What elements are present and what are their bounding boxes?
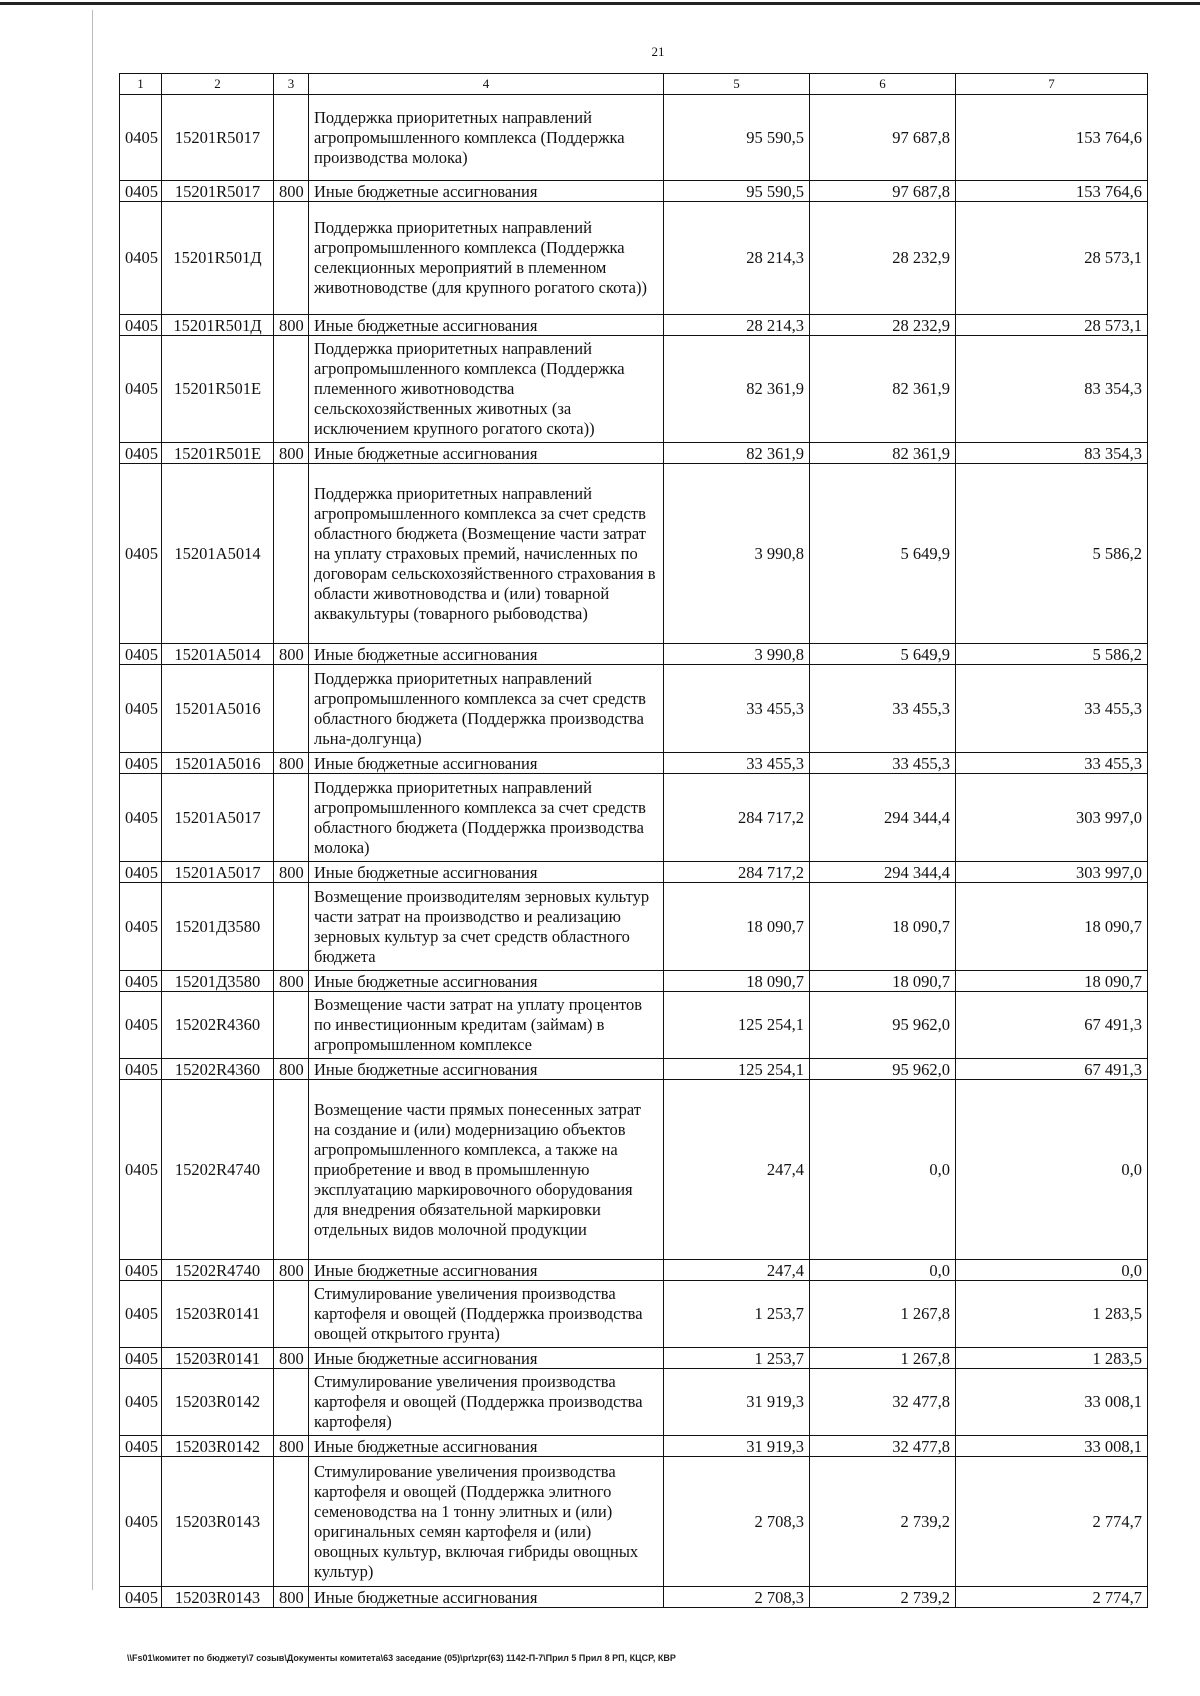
cell-expense-type [274, 95, 309, 181]
table-row-item [120, 1080, 1148, 1260]
cell-name: Иные бюджетные ассигнования [309, 181, 664, 202]
table-row-item [120, 464, 1148, 644]
cell-amount-3: 153 764,6 [956, 95, 1148, 181]
cell-target-code: 15201R501Е [162, 336, 274, 443]
cell-amount-2: 97 687,8 [810, 95, 956, 181]
cell-target-code: 15201A5016 [162, 665, 274, 753]
cell-expense-type [274, 883, 309, 971]
cell-name: Поддержка приоритетных направлений агропромышленного комплекса за счет средств областного бюджета (Возмещение части затрат на уплату страховых премий, начисленных по договорам сельскохозяйственного страхования в области животноводства и (или) товарной аквакультуры (товарного рыбоводства) [309, 464, 664, 644]
cell-name: Иные бюджетные ассигнования [309, 315, 664, 336]
cell-name: Иные бюджетные ассигнования [309, 644, 664, 665]
cell-amount-3: 1 283,5 [956, 1281, 1148, 1348]
cell-section: 0405 [120, 1436, 162, 1457]
cell-amount-1: 247,4 [664, 1080, 810, 1260]
table-row-allocation [120, 753, 1148, 774]
cell-amount-3: 303 997,0 [956, 862, 1148, 883]
cell-target-code: 15201A5017 [162, 774, 274, 862]
cell-amount-1: 247,4 [664, 1260, 810, 1281]
cell-section: 0405 [120, 644, 162, 665]
cell-target-code: 15201Д3580 [162, 971, 274, 992]
cell-target-code: 15202R4740 [162, 1260, 274, 1281]
cell-amount-1: 82 361,9 [664, 336, 810, 443]
cell-expense-type [274, 336, 309, 443]
cell-amount-1: 3 990,8 [664, 464, 810, 644]
table-body [120, 95, 1148, 1608]
header-col-3: 3 [274, 74, 309, 95]
cell-amount-3: 33 008,1 [956, 1436, 1148, 1457]
table-row-allocation [120, 181, 1148, 202]
cell-amount-1: 31 919,3 [664, 1436, 810, 1457]
cell-amount-3: 18 090,7 [956, 883, 1148, 971]
cell-amount-1: 28 214,3 [664, 202, 810, 315]
table-row-item [120, 1457, 1148, 1587]
cell-target-code: 15201R5017 [162, 95, 274, 181]
cell-section: 0405 [120, 181, 162, 202]
cell-amount-3: 5 586,2 [956, 464, 1148, 644]
cell-name: Иные бюджетные ассигнования [309, 443, 664, 464]
cell-section: 0405 [120, 1059, 162, 1080]
cell-amount-3: 1 283,5 [956, 1348, 1148, 1369]
cell-expense-type: 800 [274, 1260, 309, 1281]
cell-target-code: 15202R4360 [162, 992, 274, 1059]
cell-amount-1: 95 590,5 [664, 181, 810, 202]
cell-amount-2: 33 455,3 [810, 665, 956, 753]
left-margin-line [92, 10, 93, 1590]
cell-amount-3: 67 491,3 [956, 1059, 1148, 1080]
table-row-item [120, 336, 1148, 443]
cell-name: Иные бюджетные ассигнования [309, 1260, 664, 1281]
cell-expense-type: 800 [274, 753, 309, 774]
cell-expense-type: 800 [274, 644, 309, 665]
cell-expense-type: 800 [274, 1587, 309, 1608]
cell-section: 0405 [120, 971, 162, 992]
cell-expense-type [274, 665, 309, 753]
cell-section: 0405 [120, 1260, 162, 1281]
cell-amount-2: 2 739,2 [810, 1587, 956, 1608]
cell-expense-type: 800 [274, 1348, 309, 1369]
cell-amount-2: 28 232,9 [810, 202, 956, 315]
cell-target-code: 15202R4360 [162, 1059, 274, 1080]
cell-amount-2: 32 477,8 [810, 1436, 956, 1457]
cell-amount-1: 18 090,7 [664, 883, 810, 971]
cell-amount-2: 82 361,9 [810, 443, 956, 464]
cell-name: Поддержка приоритетных направлений агропромышленного комплекса (Поддержка производства молока) [309, 95, 664, 181]
table-header-row [120, 74, 1148, 95]
cell-name: Возмещение части затрат на уплату процентов по инвестиционным кредитам (займам) в агропромышленном комплексе [309, 992, 664, 1059]
cell-amount-3: 5 586,2 [956, 644, 1148, 665]
cell-name: Иные бюджетные ассигнования [309, 862, 664, 883]
cell-amount-2: 18 090,7 [810, 971, 956, 992]
cell-amount-1: 3 990,8 [664, 644, 810, 665]
cell-expense-type: 800 [274, 1059, 309, 1080]
table-row-item [120, 665, 1148, 753]
header-col-7: 7 [956, 74, 1148, 95]
cell-section: 0405 [120, 95, 162, 181]
cell-expense-type: 800 [274, 443, 309, 464]
cell-name: Стимулирование увеличения производства картофеля и овощей (Поддержка элитного семеноводства на 1 тонну элитных и (или) оригинальных семян картофеля и (или) овощных культур, включая гибриды овощных культур) [309, 1457, 664, 1587]
cell-amount-3: 0,0 [956, 1260, 1148, 1281]
cell-name: Иные бюджетные ассигнования [309, 1436, 664, 1457]
cell-expense-type: 800 [274, 315, 309, 336]
cell-amount-1: 31 919,3 [664, 1369, 810, 1436]
cell-name: Поддержка приоритетных направлений агропромышленного комплекса (Поддержка племенного животноводства сельскохозяйственных животных (за исключением крупного рогатого скота)) [309, 336, 664, 443]
cell-amount-3: 153 764,6 [956, 181, 1148, 202]
cell-name: Стимулирование увеличения производства картофеля и овощей (Поддержка производства картофеля) [309, 1369, 664, 1436]
cell-name: Возмещение производителям зерновых культур части затрат на производство и реализацию зерновых культур за счет средств областного бюджета [309, 883, 664, 971]
table-row-item [120, 1369, 1148, 1436]
table-row-item [120, 1281, 1148, 1348]
cell-amount-2: 95 962,0 [810, 1059, 956, 1080]
cell-section: 0405 [120, 862, 162, 883]
cell-amount-2: 0,0 [810, 1260, 956, 1281]
cell-amount-2: 294 344,4 [810, 774, 956, 862]
cell-amount-2: 5 649,9 [810, 464, 956, 644]
cell-target-code: 15201R501Д [162, 202, 274, 315]
cell-amount-3: 83 354,3 [956, 336, 1148, 443]
cell-section: 0405 [120, 753, 162, 774]
header-col-6: 6 [810, 74, 956, 95]
cell-section: 0405 [120, 1348, 162, 1369]
cell-name: Поддержка приоритетных направлений агропромышленного комплекса (Поддержка селекционных мероприятий в племенном животноводстве (для крупного рогатого скота)) [309, 202, 664, 315]
cell-amount-2: 0,0 [810, 1080, 956, 1260]
cell-target-code: 15203R0142 [162, 1369, 274, 1436]
cell-amount-1: 1 253,7 [664, 1348, 810, 1369]
cell-amount-2: 33 455,3 [810, 753, 956, 774]
table-row-allocation [120, 443, 1148, 464]
cell-target-code: 15203R0142 [162, 1436, 274, 1457]
cell-amount-2: 294 344,4 [810, 862, 956, 883]
cell-amount-2: 95 962,0 [810, 992, 956, 1059]
cell-target-code: 15201A5014 [162, 644, 274, 665]
cell-section: 0405 [120, 315, 162, 336]
cell-name: Стимулирование увеличения производства картофеля и овощей (Поддержка производства овощей открытого грунта) [309, 1281, 664, 1348]
cell-target-code: 15202R4740 [162, 1080, 274, 1260]
table-row-allocation [120, 1587, 1148, 1608]
cell-amount-1: 28 214,3 [664, 315, 810, 336]
cell-amount-1: 284 717,2 [664, 862, 810, 883]
cell-amount-3: 33 455,3 [956, 665, 1148, 753]
table-row-item [120, 202, 1148, 315]
cell-section: 0405 [120, 1457, 162, 1587]
cell-section: 0405 [120, 665, 162, 753]
cell-target-code: 15201A5017 [162, 862, 274, 883]
cell-expense-type [274, 464, 309, 644]
cell-amount-3: 33 455,3 [956, 753, 1148, 774]
cell-name: Поддержка приоритетных направлений агропромышленного комплекса за счет средств областного бюджета (Поддержка производства молока) [309, 774, 664, 862]
cell-name: Иные бюджетные ассигнования [309, 1587, 664, 1608]
table-row-item [120, 992, 1148, 1059]
cell-amount-2: 32 477,8 [810, 1369, 956, 1436]
cell-name: Иные бюджетные ассигнования [309, 753, 664, 774]
cell-amount-2: 5 649,9 [810, 644, 956, 665]
cell-amount-1: 82 361,9 [664, 443, 810, 464]
footer-file-path: \\Fs01\комитет по бюджету\7 созыв\Документы комитета\63 заседание (05)\pr\zpr(63) 1142-П-7\Прил 5 Прил 8 РП, КЦСР, КВР [127, 1653, 676, 1663]
cell-amount-1: 2 708,3 [664, 1457, 810, 1587]
cell-amount-3: 67 491,3 [956, 992, 1148, 1059]
cell-amount-1: 95 590,5 [664, 95, 810, 181]
cell-section: 0405 [120, 443, 162, 464]
top-border-line [0, 2, 1200, 5]
header-col-5: 5 [664, 74, 810, 95]
cell-target-code: 15203R0141 [162, 1281, 274, 1348]
header-col-1: 1 [120, 74, 162, 95]
header-col-4: 4 [309, 74, 664, 95]
table-row-item [120, 774, 1148, 862]
cell-section: 0405 [120, 1369, 162, 1436]
cell-section: 0405 [120, 883, 162, 971]
cell-amount-1: 1 253,7 [664, 1281, 810, 1348]
table-row-allocation [120, 971, 1148, 992]
table-row-allocation [120, 315, 1148, 336]
cell-amount-1: 125 254,1 [664, 992, 810, 1059]
cell-target-code: 15203R0143 [162, 1587, 274, 1608]
cell-amount-2: 1 267,8 [810, 1348, 956, 1369]
cell-amount-1: 284 717,2 [664, 774, 810, 862]
table-row-item [120, 95, 1148, 181]
cell-expense-type: 800 [274, 181, 309, 202]
cell-target-code: 15203R0141 [162, 1348, 274, 1369]
cell-amount-1: 18 090,7 [664, 971, 810, 992]
cell-section: 0405 [120, 992, 162, 1059]
cell-name: Поддержка приоритетных направлений агропромышленного комплекса за счет средств областного бюджета (Поддержка производства льна-долгунца) [309, 665, 664, 753]
cell-expense-type [274, 202, 309, 315]
table-row-allocation [120, 1436, 1148, 1457]
cell-expense-type: 800 [274, 971, 309, 992]
cell-amount-1: 2 708,3 [664, 1587, 810, 1608]
cell-amount-2: 1 267,8 [810, 1281, 956, 1348]
cell-expense-type [274, 774, 309, 862]
table-row-allocation [120, 1348, 1148, 1369]
cell-target-code: 15201R501Е [162, 443, 274, 464]
cell-amount-3: 2 774,7 [956, 1587, 1148, 1608]
cell-amount-2: 97 687,8 [810, 181, 956, 202]
cell-amount-3: 28 573,1 [956, 202, 1148, 315]
cell-target-code: 15201A5016 [162, 753, 274, 774]
cell-amount-3: 0,0 [956, 1080, 1148, 1260]
cell-name: Возмещение части прямых понесенных затрат на создание и (или) модернизацию объектов агропромышленного комплекса, а также на приобретение и ввод в промышленную эксплуатацию маркировочного оборудования для внедрения обязательной маркировки отдельных видов молочной продукции [309, 1080, 664, 1260]
header-col-2: 2 [162, 74, 274, 95]
cell-target-code: 15201R5017 [162, 181, 274, 202]
table-row-allocation [120, 862, 1148, 883]
cell-amount-1: 125 254,1 [664, 1059, 810, 1080]
cell-amount-3: 18 090,7 [956, 971, 1148, 992]
cell-section: 0405 [120, 1587, 162, 1608]
cell-name: Иные бюджетные ассигнования [309, 1348, 664, 1369]
cell-amount-3: 33 008,1 [956, 1369, 1148, 1436]
cell-amount-1: 33 455,3 [664, 665, 810, 753]
cell-expense-type [274, 1080, 309, 1260]
cell-amount-3: 83 354,3 [956, 443, 1148, 464]
cell-expense-type [274, 992, 309, 1059]
cell-section: 0405 [120, 336, 162, 443]
page-number: 21 [651, 44, 665, 59]
cell-target-code: 15201R501Д [162, 315, 274, 336]
table-row-allocation [120, 1059, 1148, 1080]
cell-amount-2: 82 361,9 [810, 336, 956, 443]
cell-expense-type [274, 1281, 309, 1348]
cell-amount-3: 303 997,0 [956, 774, 1148, 862]
cell-target-code: 15201Д3580 [162, 883, 274, 971]
cell-section: 0405 [120, 464, 162, 644]
cell-amount-2: 18 090,7 [810, 883, 956, 971]
cell-section: 0405 [120, 774, 162, 862]
cell-amount-2: 28 232,9 [810, 315, 956, 336]
cell-expense-type [274, 1457, 309, 1587]
cell-expense-type: 800 [274, 1436, 309, 1457]
cell-section: 0405 [120, 202, 162, 315]
cell-amount-2: 2 739,2 [810, 1457, 956, 1587]
cell-name: Иные бюджетные ассигнования [309, 971, 664, 992]
table-row-item [120, 883, 1148, 971]
cell-amount-1: 33 455,3 [664, 753, 810, 774]
cell-amount-3: 2 774,7 [956, 1457, 1148, 1587]
cell-target-code: 15201A5014 [162, 464, 274, 644]
table-row-allocation [120, 1260, 1148, 1281]
cell-section: 0405 [120, 1281, 162, 1348]
budget-table [119, 73, 1148, 1608]
cell-expense-type: 800 [274, 862, 309, 883]
cell-target-code: 15203R0143 [162, 1457, 274, 1587]
cell-amount-3: 28 573,1 [956, 315, 1148, 336]
cell-section: 0405 [120, 1080, 162, 1260]
table-row-allocation [120, 644, 1148, 665]
cell-expense-type [274, 1369, 309, 1436]
cell-name: Иные бюджетные ассигнования [309, 1059, 664, 1080]
